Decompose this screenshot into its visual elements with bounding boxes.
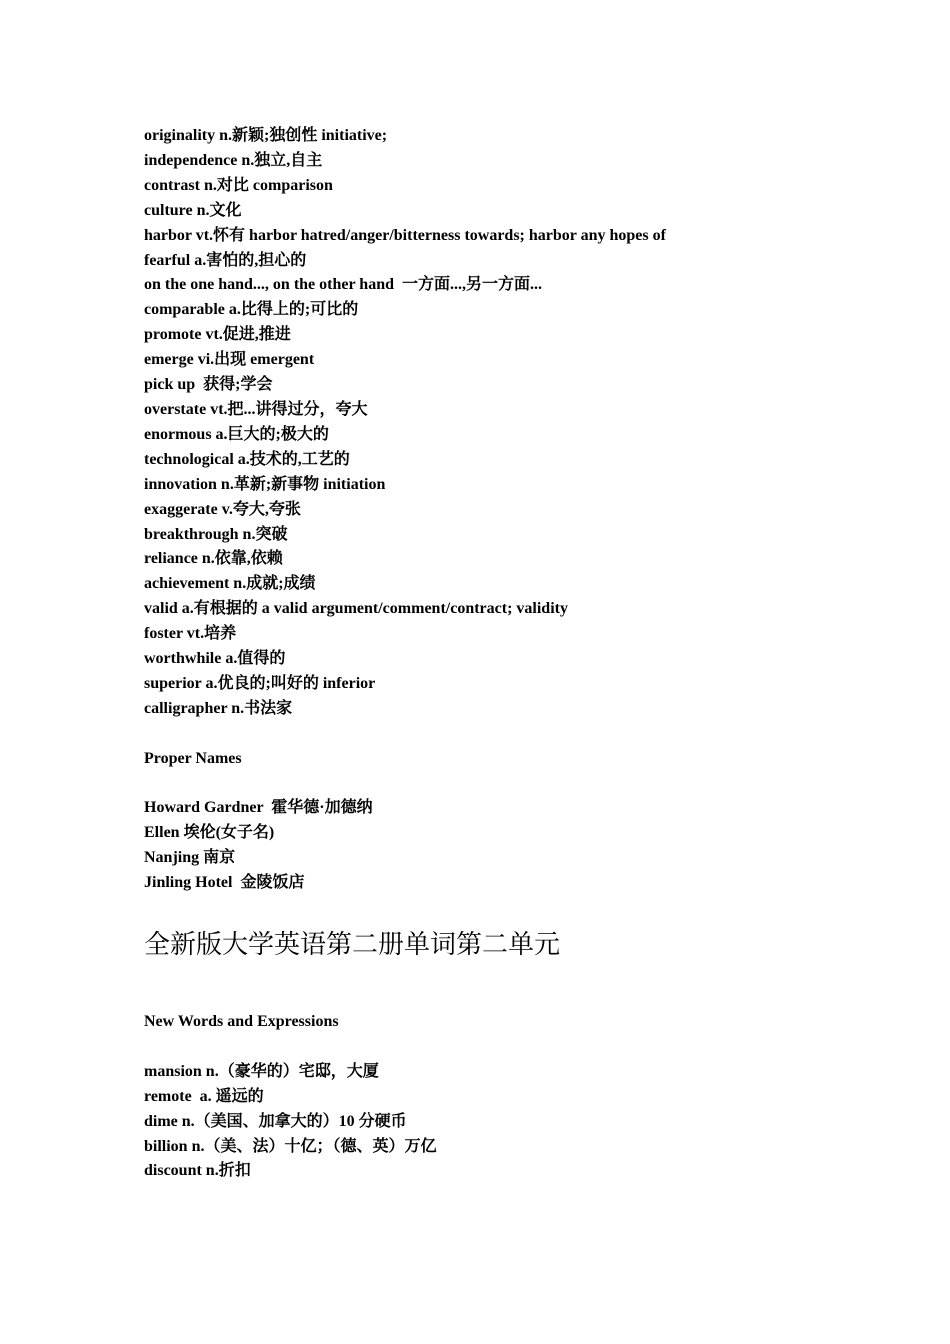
vocab-entry: fearful a.害怕的,担心的 <box>144 251 307 269</box>
vocab-list-1 <box>144 124 864 722</box>
vocab-entry: emerge vi.出现 emergent <box>144 351 315 369</box>
vocab-entry: promote vt.促进,推进 <box>144 326 291 344</box>
proper-names-list <box>144 796 864 896</box>
vocab-entry: pick up 获得;学会 <box>144 376 273 394</box>
vocab-entry: worthwhile a.值得的 <box>144 650 286 668</box>
proper-name-entry: Ellen 埃伦(女子名) <box>144 824 275 842</box>
new-word-entry: remote a. 遥远的 <box>144 1087 264 1105</box>
vocab-entry: enormous a.巨大的;极大的 <box>144 425 329 443</box>
proper-names-heading: Proper Names <box>144 749 242 767</box>
vocab-entry: culture n.文化 <box>144 201 242 219</box>
vocab-entry: foster vt.培养 <box>144 625 237 643</box>
new-word-entry: mansion n.（豪华的）宅邸，大厦 <box>144 1062 379 1080</box>
vocab-entry: reliance n.依靠,依赖 <box>144 550 283 568</box>
new-word-entry: discount n.折扣 <box>144 1162 251 1180</box>
vocab-entry: contrast n.对比 comparison <box>144 176 333 194</box>
vocab-entry: overstate vt.把...讲得过分，夸大 <box>144 400 368 418</box>
spacer <box>144 772 864 797</box>
vocab-entry: calligrapher n.书法家 <box>144 699 293 717</box>
vocab-entry: innovation n.革新;新事物 initiation <box>144 475 386 493</box>
unit-title: 全新版大学英语第二册单词第二单元 <box>144 930 561 960</box>
vocab-entry: comparable a.比得上的;可比的 <box>144 301 359 319</box>
vocab-entry: technological a.技术的,工艺的 <box>144 450 350 468</box>
vocab-entry: harbor vt.怀有 harbor hatred/anger/bitterness towards; harbor any hopes of <box>144 226 666 244</box>
vocab-entry: valid a.有根据的 a valid argument/comment/contract; validity <box>144 600 568 618</box>
new-word-entry: dime n.（美国、加拿大的）10 分硬币 <box>144 1112 407 1130</box>
new-words-heading: New Words and Expressions <box>144 1013 339 1031</box>
new-words-list <box>144 1060 864 1185</box>
spacer <box>144 722 864 747</box>
vocab-entry: independence n.独立,自主 <box>144 151 323 169</box>
new-word-entry: billion n.（美、法）十亿；（德、英）万亿 <box>144 1137 437 1155</box>
proper-name-entry: Howard Gardner 霍华德·加德纳 <box>144 799 373 817</box>
vocab-entry: breakthrough n.突破 <box>144 525 288 543</box>
vocab-entry: superior a.优良的;叫好的 inferior <box>144 674 376 692</box>
document-page <box>144 124 864 1184</box>
vocab-entry: achievement n.成就;成绩 <box>144 575 316 593</box>
vocab-entry: on the one hand..., on the other hand 一方面...,另一方面... <box>144 276 542 294</box>
proper-name-entry: Nanjing 南京 <box>144 849 236 867</box>
vocab-entry: originality n.新颖;独创性 initiative; <box>144 127 388 144</box>
spacer <box>144 1035 864 1060</box>
vocab-entry: exaggerate v.夸大,夸张 <box>144 500 301 518</box>
proper-name-entry: Jinling Hotel 金陵饭店 <box>144 874 305 892</box>
